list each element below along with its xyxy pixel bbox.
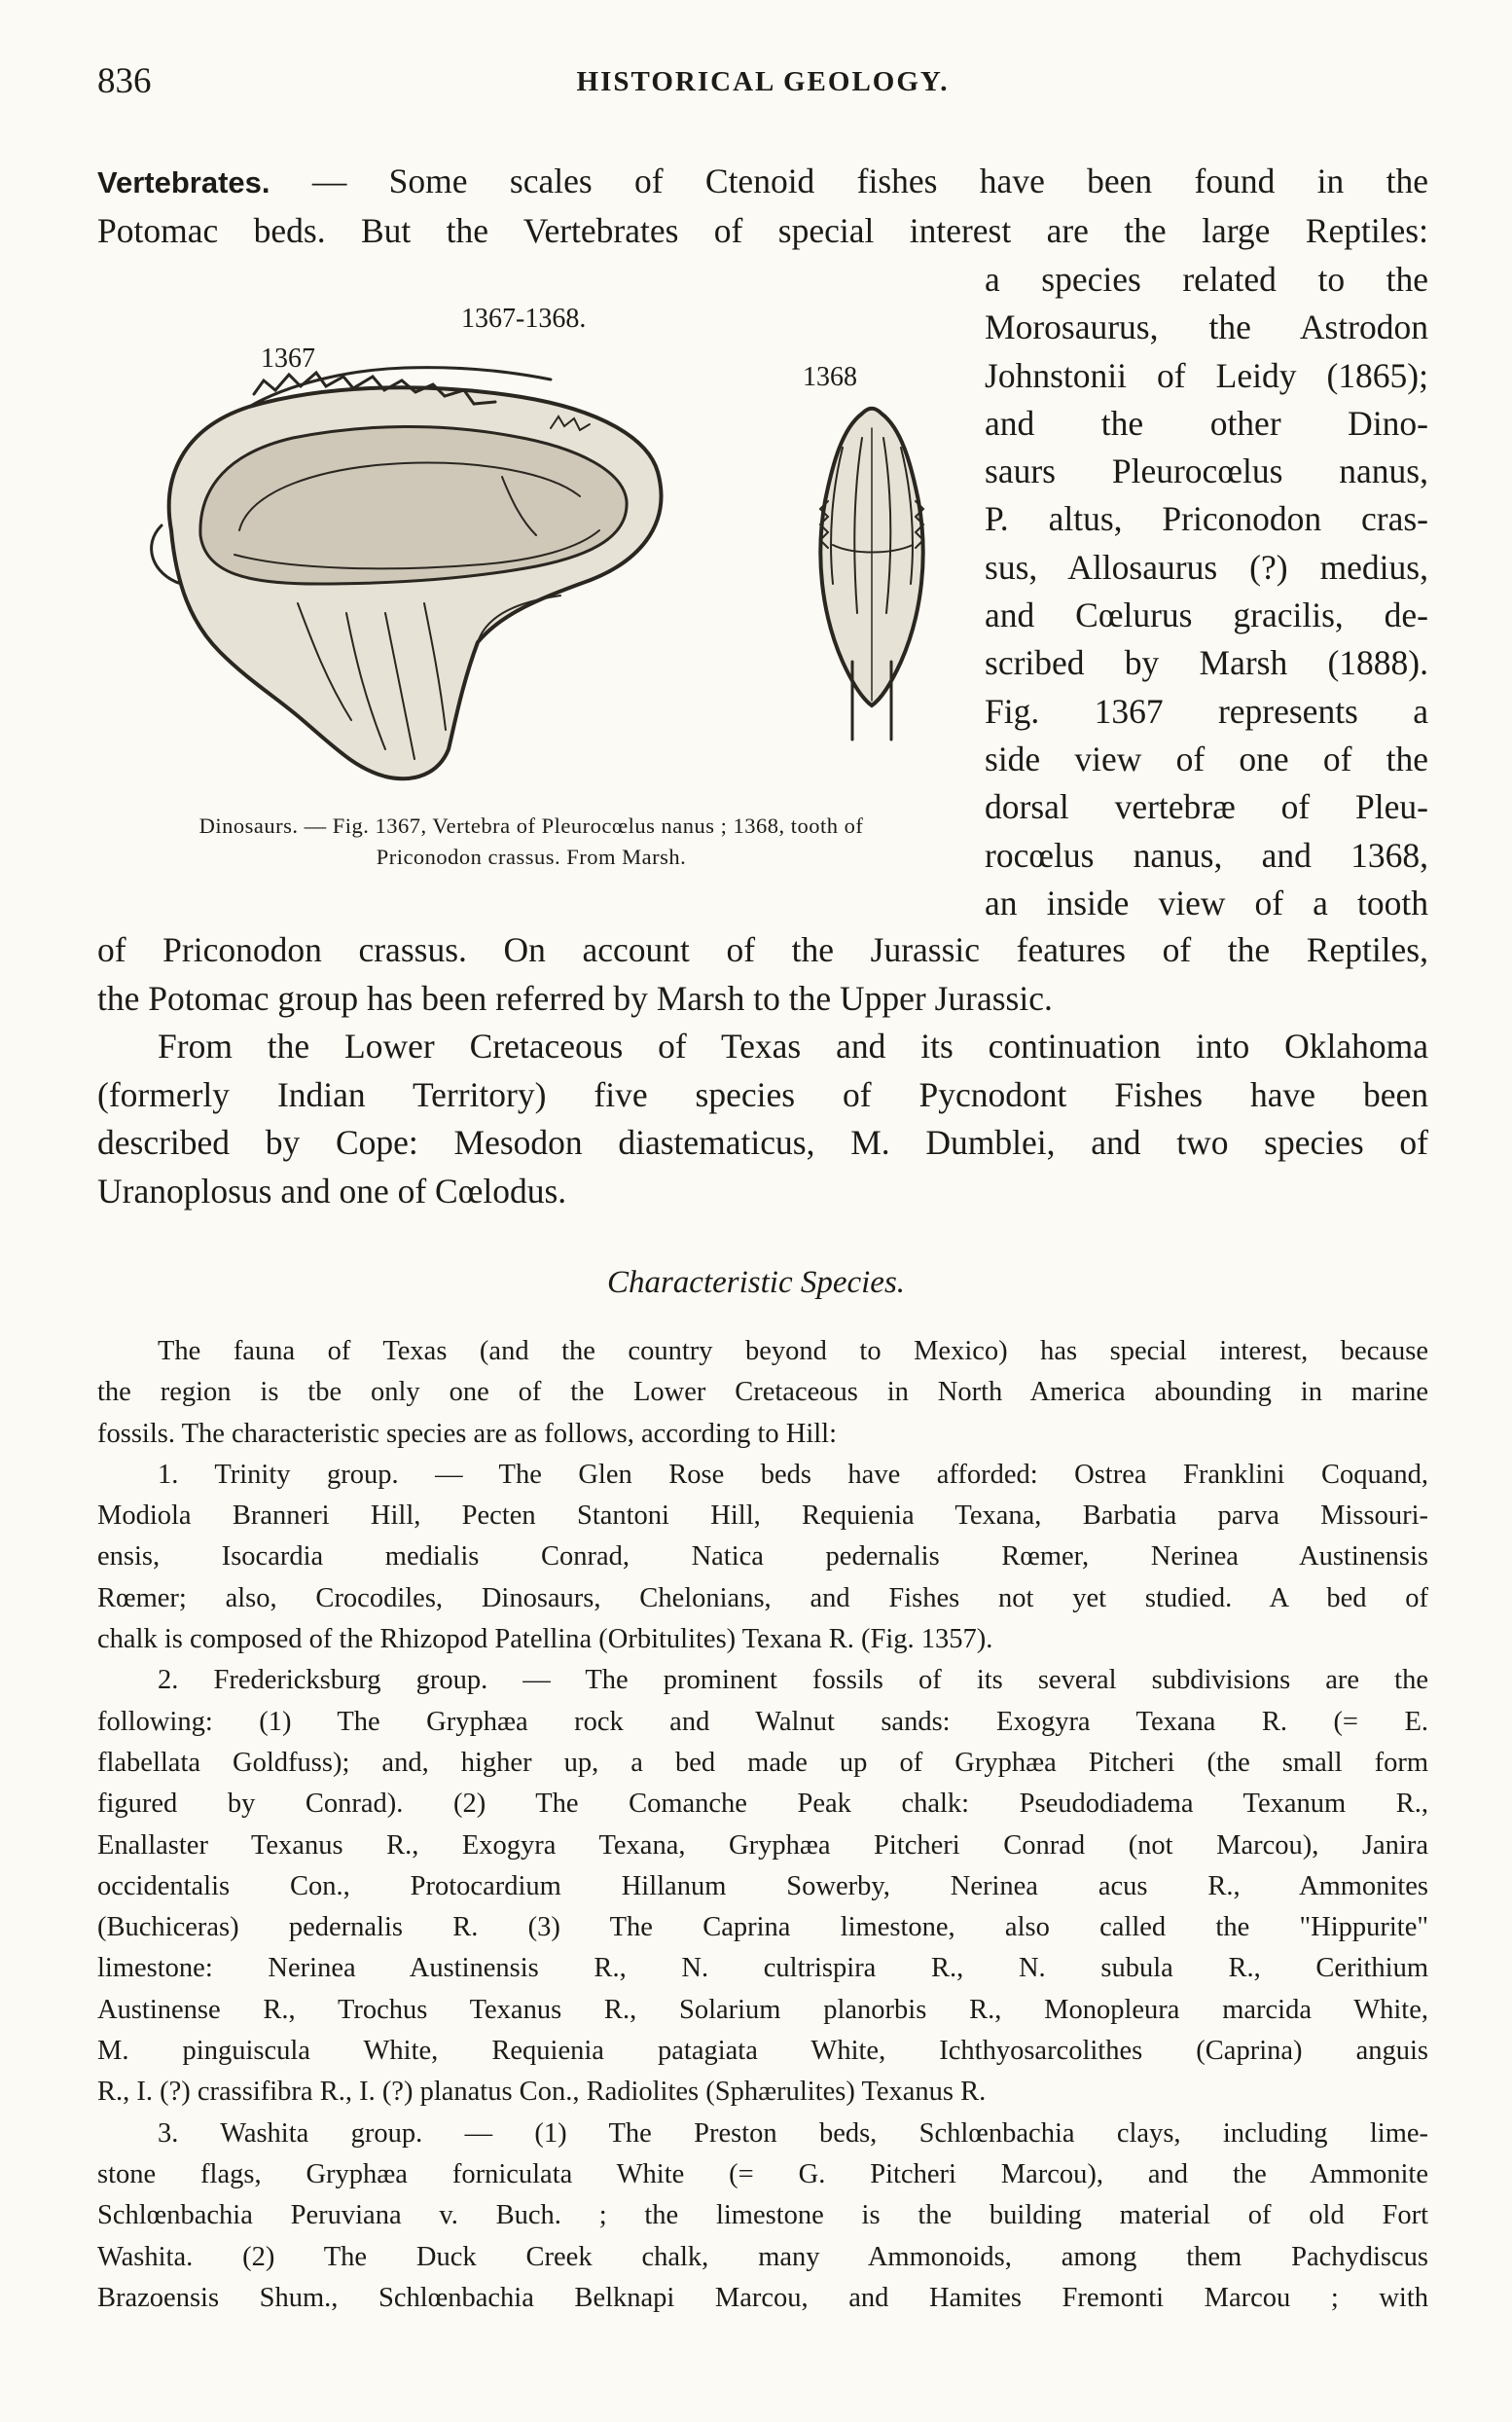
text-line: Brazoensis Shum., Schlœnbachia Belknapi Marcou, and Hamites Fremonti Marcou ; with [97,2282,1428,2313]
section-title: Characteristic Species. [606,1265,906,1300]
text-line: flabellata Goldfuss); and, higher up, a bed made up of Gryphæa Pitcheri (the small form [97,1747,1428,1778]
text-line: a species related to the [985,260,1428,299]
text-line: described by Cope: Mesodon diastematicus, M. Dumblei, and two species of [97,1123,1428,1162]
text-line: M. pinguiscula White, Requienia patagiata White, Ichthyosarcolithes (Caprina) anguis [97,2036,1428,2067]
text-line: Vertebrates. — Some scales of Ctenoid fishes have been found in the [97,162,1428,200]
text-line: (formerly Indian Territory) five species of Pycnodont Fishes have been [97,1074,1428,1114]
text-line: limestone: Nerinea Austinensis R., N. cultrispira R., N. subula R., Cerithium [97,1953,1428,1984]
text-line: fossils. The characteristic species are as follows, according to Hill: [97,1418,838,1449]
text-line: the Potomac group has been referred by Marsh to the Upper Jurassic. [97,978,1053,1018]
text-line: Morosaurus, the Astrodon [985,307,1428,347]
text-line: P. altus, Priconodon cras- [985,499,1428,539]
tooth-illustration [820,409,923,740]
figure-caption-line: Dinosaurs. — Fig. 1367, Vertebra of Pleurocœlus nanus ; 1368, tooth of [198,813,864,838]
text-line: Fig. 1367 represents a [985,691,1428,731]
text-line: 3. Washita group. — (1) The Preston beds, Schlœnbachia clays, including lime- [158,2117,1428,2149]
text-line: and Cœlurus gracilis, de- [985,596,1428,635]
text-line: Washita. (2) The Duck Creek chalk, many Ammonoids, among them Pachydiscus [97,2241,1428,2272]
text-line: following: (1) The Gryphæa rock and Walnut sands: Exogyra Texana R. (= E. [97,1706,1428,1737]
text-line: dorsal vertebræ of Pleu- [985,787,1428,827]
characteristic-species-text [97,1331,1428,2319]
vertebra-illustration [152,368,662,779]
text-line: chalk is composed of the Rhizopod Patellina (Orbitulites) Texana R. (Fig. 1357). [97,1624,993,1655]
text-line: Johnstonii of Leidy (1865); [985,355,1428,395]
text-line: Rœmer; also, Crocodiles, Dinosaurs, Chelonians, and Fishes not yet studied. A bed of [97,1582,1428,1613]
vertebrates-paragraph-bottom [97,926,1428,1215]
text-line: 1. Trinity group. — The Glen Rose beds have afforded: Ostrea Franklini Coquand, [158,1459,1428,1490]
text-line: 2. Fredericksburg group. — The prominent fossils of its several subdivisions are the [158,1665,1428,1696]
text-line: Potomac beds. But the Vertebrates of special interest are the large Reptiles: [97,210,1428,250]
wrap-column [985,256,1428,927]
text-line: saurs Pleurocœlus nanus, [985,452,1428,491]
text-line: and the other Dino- [985,403,1428,443]
text-line: From the Lower Cretaceous of Texas and its continuation into Oklahoma [158,1027,1428,1066]
text-line: Austinense R., Trochus Texanus R., Solarium planorbis R., Monopleura marcida White, [97,1994,1428,2025]
text-line: side view of one of the [985,739,1428,778]
text-line: the region is tbe only one of the Lower Cretaceous in North America abounding in marine [97,1377,1428,1408]
text-line: occidentalis Con., Protocardium Hillanum Sowerby, Nerinea acus R., Ammonites [97,1870,1428,1901]
text-line: Modiola Branneri Hill, Pecten Stantoni Hill, Requienia Texana, Barbatia parva Missouri- [97,1500,1428,1532]
text-line: The fauna of Texas (and the country beyond to Mexico) has special interest, because [158,1336,1428,1366]
figure-group-label: 1367-1368. [461,304,587,334]
text-line: figured by Conrad). (2) The Comanche Peak chalk: Pseudodiadema Texanum R., [97,1789,1428,1820]
text-line: Enallaster Texanus R., Exogyra Texana, Gryphæa Pitcheri Conrad (not Marcou), Janira [97,1829,1428,1861]
text-line: Uranoplosus and one of Cœlodus. [97,1171,567,1211]
figure-label-1368: 1368 [803,362,857,392]
figure-label-1367: 1367 [261,343,315,374]
figure-drawing [93,292,969,798]
text-line: an inside view of a tooth [985,883,1428,922]
page-header [97,60,1428,109]
vertebrates-lead: Vertebrates. [97,165,270,199]
vertebrates-paragraph-top [97,158,1428,255]
text-line: Schlœnbachia Peruviana v. Buch. ; the limestone is the building material of old Fort [97,2200,1428,2231]
figure-1367-1368 [93,292,969,886]
text-line: ensis, Isocardia medialis Conrad, Natica pedernalis Rœmer, Nerinea Austinensis [97,1541,1428,1572]
running-title: HISTORICAL GEOLOGY. [576,66,950,97]
page-number: 836 [97,61,152,101]
figure-caption [93,811,969,873]
figure-caption-line: Priconodon crassus. From Marsh. [376,845,687,869]
text-line: (Buchiceras) pedernalis R. (3) The Caprina limestone, also called the "Hippurite" [97,1912,1428,1943]
text-line: scribed by Marsh (1888). [985,643,1428,683]
text-line: of Priconodon crassus. On account of the Jurassic features of the Reptiles, [97,930,1428,969]
text-line: R., I. (?) crassifibra R., I. (?) planatus Con., Radiolites (Sphærulites) Texanus R. [97,2077,987,2108]
text-line: stone flags, Gryphæa forniculata White (= G. Pitcheri Marcou), and the Ammonite [97,2158,1428,2189]
text-line: rocœlus nanus, and 1368, [985,835,1428,875]
text-line: sus, Allosaurus (?) medius, [985,547,1428,587]
